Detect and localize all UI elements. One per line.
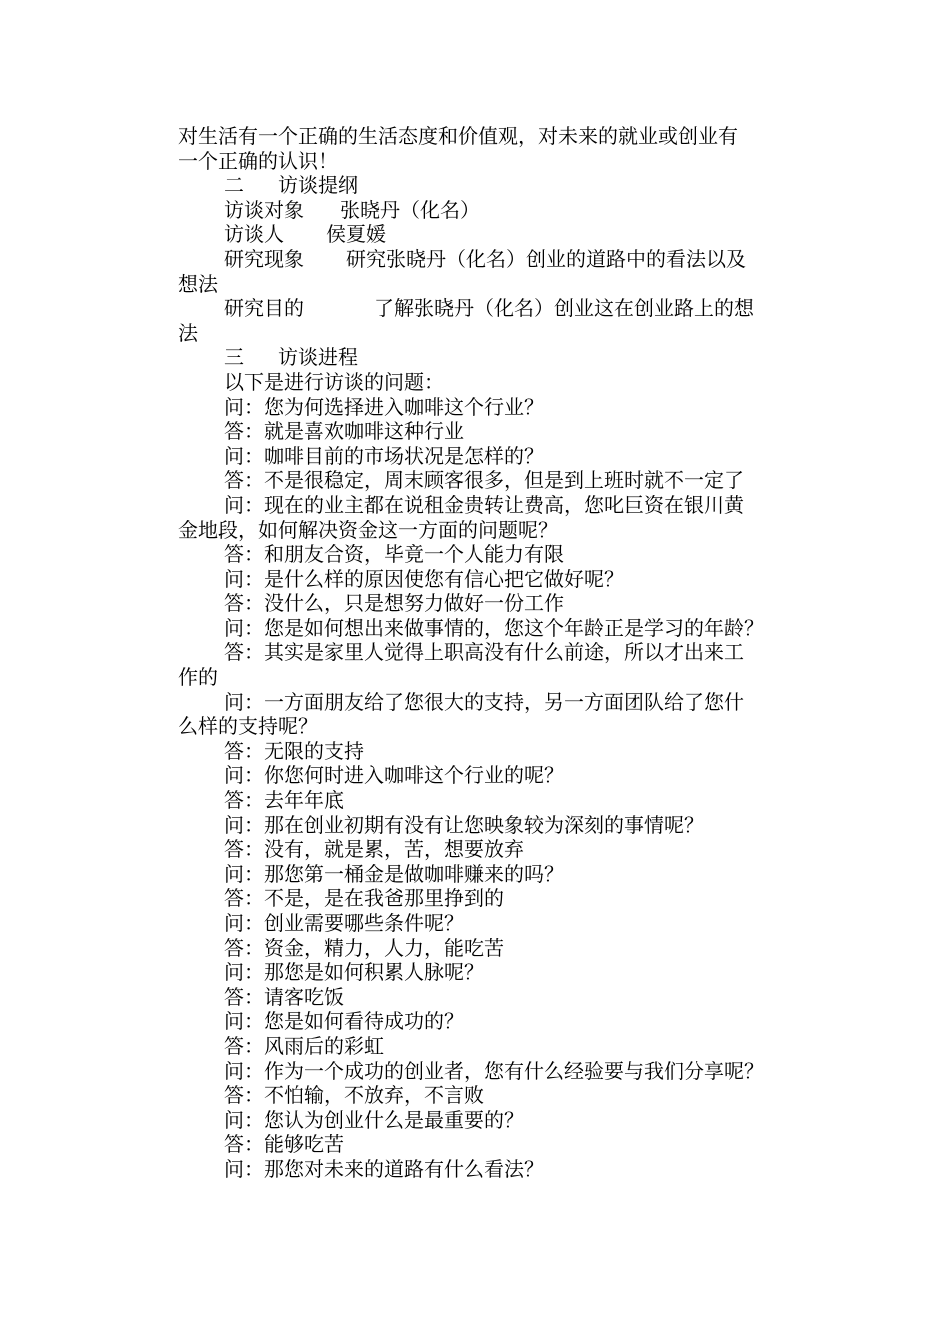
document-page [178, 124, 818, 1182]
qa-line: 答：就是喜欢咖啡这种行业 [224, 419, 464, 444]
qa-line: 答：其实是家里人觉得上职高没有什么前途，所以才出来工 [224, 640, 744, 665]
field-value: 了解张晓丹（化名）创业这在创业路上的想 [374, 296, 754, 321]
qa-line: 问：那您第一桶金是做咖啡赚来的吗？ [224, 861, 564, 886]
section-title: 访谈进程 [278, 345, 358, 370]
qa-line-cont: 作的 [178, 665, 218, 690]
outline-subject [178, 198, 818, 223]
field-value: 侯夏媛 [326, 222, 386, 247]
outline-phenomenon [178, 247, 818, 272]
section-heading-outline [178, 173, 818, 198]
qa-line: 问：那您对未来的道路有什么看法？ [224, 1156, 544, 1181]
qa-line: 问：你您何时进入咖啡这个行业的呢？ [224, 763, 564, 788]
qa-line: 答：不是，是在我爸那里挣到的 [224, 886, 504, 911]
qa-line: 答：能够吃苦 [224, 1132, 344, 1157]
field-label: 研究目的 [224, 296, 304, 321]
qa-line: 答：去年年底 [224, 788, 344, 813]
qa-line: 问：一方面朋友给了您很大的支持，另一方面团队给了您什 [224, 689, 744, 714]
qa-line: 问：那在创业初期有没有让您映象较为深刻的事情呢？ [224, 812, 704, 837]
qa-line: 答：没什么，只是想努力做好一份工作 [224, 591, 564, 616]
field-value: 张晓丹（化名） [340, 197, 480, 222]
qa-line: 答：请客吃饭 [224, 984, 344, 1009]
qa-line: 问：作为一个成功的创业者，您有什么经验要与我们分享呢？ [224, 1058, 764, 1083]
qa-line: 答：资金，精力，人力，能吃苦 [224, 935, 504, 960]
field-value: 研究张晓丹（化名）创业的道路中的看法以及 [346, 246, 746, 271]
outline-purpose-cont: 法 [178, 320, 198, 345]
qa-line: 问：现在的业主都在说租金贵转让费高，您叱巨资在银川黄 [224, 492, 744, 517]
process-lead: 以下是进行访谈的问题： [224, 369, 444, 394]
field-label: 访谈对象 [224, 197, 304, 222]
qa-line: 问：您为何选择进入咖啡这个行业？ [224, 394, 544, 419]
outline-phenomenon-cont: 想法 [178, 271, 218, 296]
qa-line: 答：没有，就是累，苦，想要放弃 [224, 837, 524, 862]
section-heading-process [178, 345, 818, 370]
field-label: 访谈人 [224, 222, 284, 247]
section-number: 二 [224, 173, 244, 198]
qa-line: 答：风雨后的彩虹 [224, 1033, 384, 1058]
section-number: 三 [224, 345, 244, 370]
section-title: 访谈提纲 [278, 173, 358, 198]
outline-interviewer [178, 222, 818, 247]
qa-line: 问：咖啡目前的市场状况是怎样的？ [224, 443, 544, 468]
qa-line: 答：不是很稳定，周末顾客很多，但是到上班时就不一定了 [224, 468, 744, 493]
qa-line: 答：和朋友合资，毕竟一个人能力有限 [224, 542, 564, 567]
outline-purpose [178, 296, 818, 321]
qa-line: 问：创业需要哪些条件呢？ [224, 911, 464, 935]
qa-line: 问：您是如何看待成功的？ [224, 1009, 464, 1034]
qa-line: 问：是什么样的原因使您有信心把它做好呢？ [224, 566, 624, 591]
intro-line: 对生活有一个正确的生活态度和价值观，对未来的就业或创业有 [178, 124, 738, 148]
qa-line: 问：那您是如何积累人脉呢？ [224, 960, 484, 985]
qa-line: 答：无限的支持 [224, 738, 364, 763]
qa-line-cont: 么样的支持呢？ [178, 714, 318, 739]
qa-line: 问：您认为创业什么是最重要的？ [224, 1107, 524, 1132]
qa-line: 答：不怕输，不放弃，不言败 [224, 1083, 484, 1108]
qa-line: 问：您是如何想出来做事情的，您这个年龄正是学习的年龄？ [224, 615, 764, 640]
field-label: 研究现象 [224, 246, 304, 271]
qa-line-cont: 金地段，如何解决资金这一方面的问题呢？ [178, 517, 558, 542]
intro-line: 一个正确的认识！ [178, 148, 338, 173]
